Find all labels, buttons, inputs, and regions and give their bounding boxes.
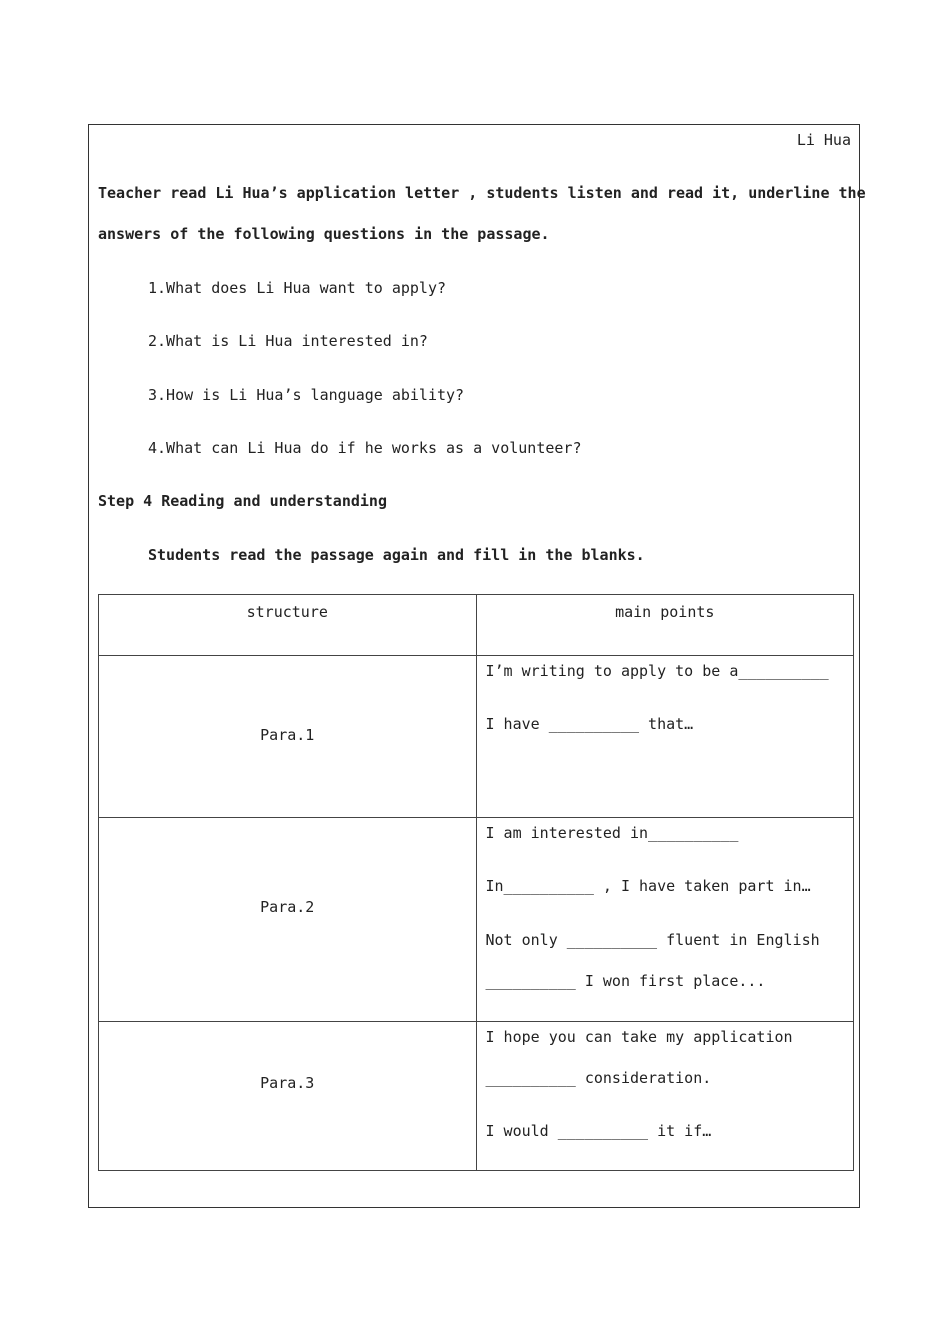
points-cell — [476, 1022, 854, 1171]
header-structure-label: structure — [246, 603, 328, 621]
header-main-points-label: main points — [615, 603, 715, 621]
fill-in-table — [98, 594, 854, 1171]
intro-line-2: answers of the following questions in the passage. — [98, 225, 550, 243]
document-frame — [88, 124, 866, 1208]
step-title: Step 4 Reading and understanding — [98, 492, 387, 510]
para-label: Para.2 — [260, 898, 315, 916]
step-instruction: Students read the passage again and fill in the blanks. — [148, 546, 645, 564]
intro-line-1: Teacher read Li Hua’s application letter , students listen and read it, underline the — [98, 184, 866, 202]
structure-cell — [99, 656, 477, 818]
para-label: Para.3 — [260, 1074, 315, 1092]
question-3: 3.How is Li Hua’s language ability? — [148, 386, 465, 404]
table-row — [99, 1022, 854, 1171]
point-line: In__________ , I have taken part in… — [485, 877, 811, 895]
points-cell — [476, 656, 854, 818]
question-1: 1.What does Li Hua want to apply? — [148, 279, 447, 297]
header-main-points — [476, 595, 854, 656]
point-line: I’m writing to apply to be a__________ — [485, 662, 829, 680]
point-line: I am interested in__________ — [485, 824, 739, 842]
point-line: Not only __________ fluent in English — [485, 931, 820, 949]
point-line: I would __________ it if… — [485, 1122, 712, 1140]
structure-cell — [99, 818, 477, 1022]
author-name: Li Hua — [796, 131, 851, 149]
point-line: I have __________ that… — [485, 715, 694, 733]
header-structure — [99, 595, 477, 656]
table-header-row — [99, 595, 854, 656]
point-line: I hope you can take my application — [485, 1028, 793, 1046]
points-cell — [476, 818, 854, 1022]
table-row — [99, 818, 854, 1022]
table-row — [99, 656, 854, 818]
question-4: 4.What can Li Hua do if he works as a volunteer? — [148, 439, 582, 457]
structure-cell — [99, 1022, 477, 1171]
para-label: Para.1 — [260, 726, 315, 744]
point-line: __________ consideration. — [485, 1069, 712, 1087]
point-line: __________ I won first place... — [485, 972, 766, 990]
question-2: 2.What is Li Hua interested in? — [148, 332, 428, 350]
